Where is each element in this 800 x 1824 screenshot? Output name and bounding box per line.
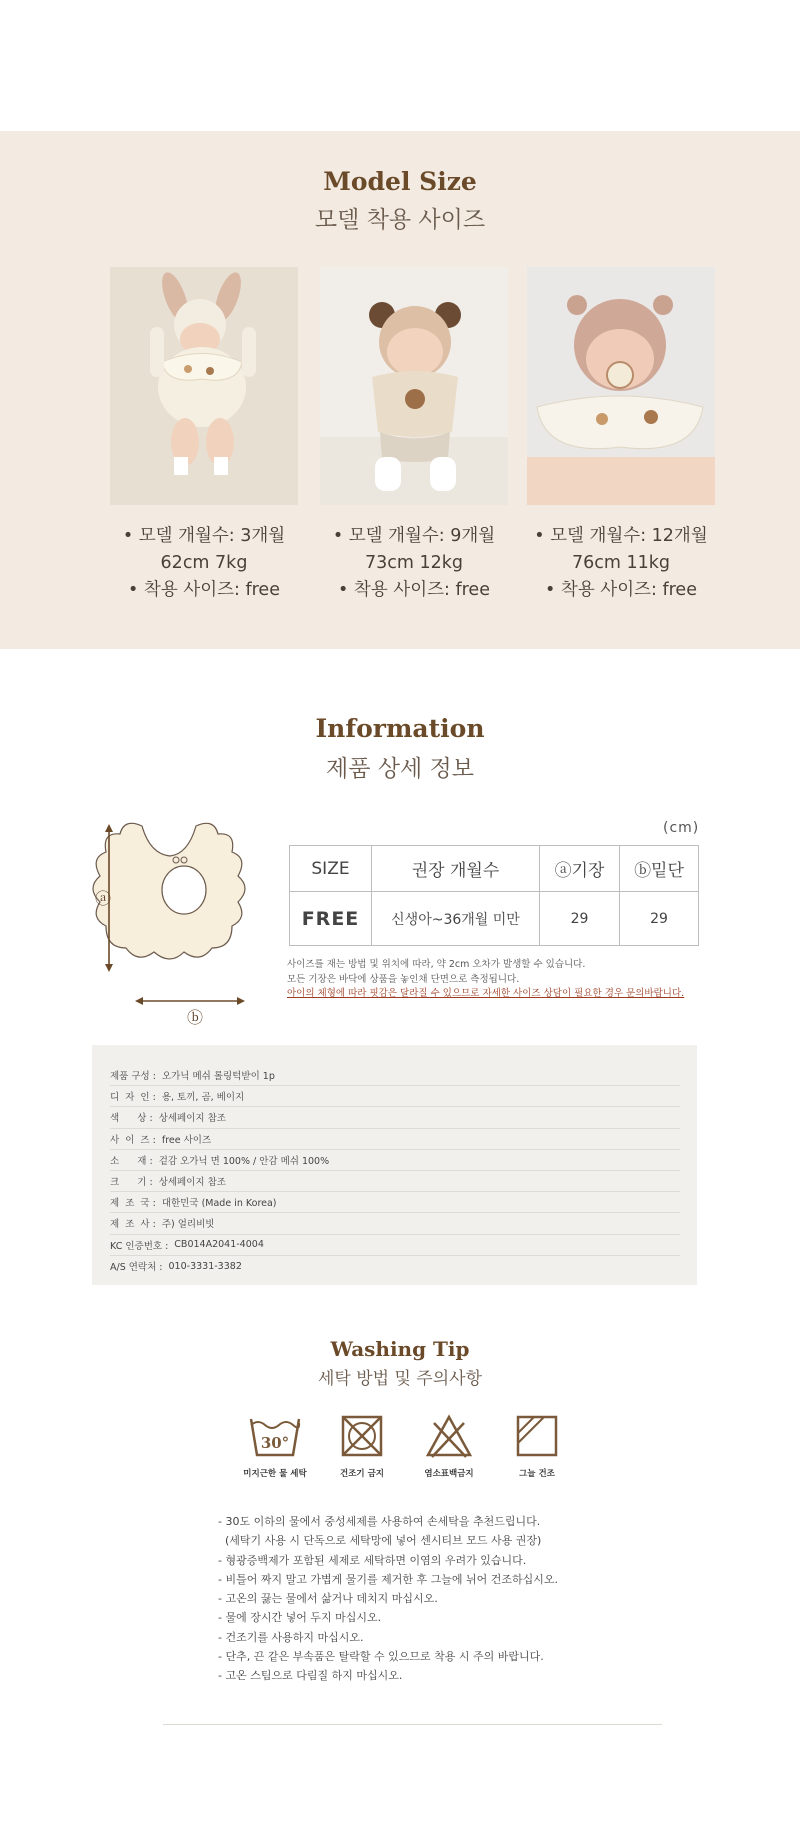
- spec-label: 제품 구성 :: [110, 1071, 156, 1083]
- spec-value: 대한민국 (Made in Korea): [161, 1198, 277, 1210]
- model-body: 76cm 11kg: [571, 553, 670, 573]
- spec-value: CB014A2041-4004: [174, 1239, 264, 1251]
- model-fit: • 착용 사이즈: free: [128, 580, 280, 600]
- spec-value: 상세페이지 참조: [158, 1177, 226, 1189]
- wash-icon-label: 미지근한 물 세탁: [243, 1469, 307, 1479]
- size-notes: [287, 958, 684, 1002]
- wash-30-icon: [240, 1413, 310, 1479]
- spec-row: [110, 1107, 680, 1128]
- cell-size: FREE: [290, 892, 372, 946]
- wash-temp-text: 30°: [260, 1434, 290, 1452]
- unit-label: (cm): [663, 820, 700, 836]
- spec-row: [110, 1213, 680, 1234]
- washing-title: Washing Tip: [330, 1337, 470, 1361]
- tip-item: - 30도 이하의 물에서 중성세제를 사용하여 손세탁을 추천드립니다.: [218, 1515, 541, 1528]
- model-size-title: Model Size: [323, 167, 477, 196]
- bottom-divider: [163, 1724, 662, 1725]
- no-bleach-icon: [414, 1413, 484, 1479]
- spec-label: 제 조 국 :: [110, 1198, 156, 1210]
- header-months: 권장 개월수: [372, 846, 540, 892]
- spec-value: 상세페이지 참조: [158, 1113, 226, 1125]
- note-line: 모든 기장은 바닥에 상품을 놓인채 단면으로 측정됩니다.: [287, 973, 520, 985]
- information-title: Information: [315, 714, 485, 743]
- spec-row: [110, 1129, 680, 1150]
- note-line: 사이즈를 재는 방법 및 위치에 따라, 약 2cm 오차가 발생할 수 있습니다.: [287, 959, 586, 970]
- spec-row: [110, 1171, 680, 1192]
- model-photo-1: [110, 267, 298, 505]
- model-size-section: [0, 131, 800, 649]
- spec-label: 소 재 :: [110, 1155, 153, 1167]
- tip-item: - 단추, 끈 같은 부속품은 탈락할 수 있으므로 착용 시 주의 바랍니다.: [218, 1650, 544, 1664]
- spec-label: 사 이 즈 :: [110, 1134, 156, 1146]
- tip-item: - 형광증백제가 포함된 세제로 세탁하면 이염의 우려가 있습니다.: [218, 1553, 527, 1567]
- spec-row: [110, 1192, 680, 1213]
- spec-row: [110, 1235, 680, 1256]
- spec-value: 주) 얼리비빗: [161, 1219, 215, 1231]
- model-photo-2: [320, 267, 508, 505]
- bib-size-diagram: [80, 818, 260, 1028]
- spec-row: [110, 1150, 680, 1171]
- product-spec-box: [92, 1045, 697, 1285]
- model-card-3: [527, 267, 715, 604]
- spec-value: 010-3331-3382: [168, 1260, 242, 1272]
- model-body: 62cm 7kg: [160, 553, 248, 573]
- note-warning: 아이의 체형에 따라 핏감은 달라질 수 있으므로 자세한 사이즈 상담이 필요한 경우 문의바랍니다.: [287, 988, 685, 999]
- diagram-label-b: ⓑ: [187, 1008, 204, 1027]
- model-size-subtitle: 모델 착용 사이즈: [314, 207, 486, 233]
- spec-row: [110, 1256, 680, 1277]
- model-age: • 모델 개월수: 9개월: [332, 526, 496, 546]
- spec-value: 오가닉 메쉬 롤링턱받이 1p: [161, 1071, 275, 1083]
- diagram-label-a: ⓐ: [95, 889, 112, 908]
- tip-item: (세탁기 사용 시 단독으로 세탁망에 넣어 센시티브 모드 사용 권장): [218, 1534, 542, 1548]
- size-table: [289, 845, 699, 946]
- model-info-3: [527, 523, 715, 604]
- tip-item: - 물에 장시간 넣어 두지 마십시오.: [218, 1611, 382, 1625]
- size-table-header: [290, 846, 699, 892]
- spec-value: 용, 토끼, 곰, 베이지: [161, 1092, 245, 1104]
- header-length: ⓐ기장: [540, 846, 620, 892]
- tip-item: - 건조기를 사용하지 마십시오.: [218, 1630, 364, 1644]
- spec-label: 크 기 :: [110, 1177, 153, 1189]
- cell-length: 29: [540, 892, 620, 946]
- washing-subtitle: 세탁 방법 및 주의사항: [317, 1369, 482, 1389]
- wash-icon-label: 염소표백금지: [424, 1469, 474, 1479]
- table-row: [290, 892, 699, 946]
- cell-hem: 29: [620, 892, 699, 946]
- washing-tips-list: [218, 1512, 558, 1686]
- model-photo-3: [527, 267, 715, 505]
- no-tumble-dry-icon: [327, 1413, 397, 1479]
- cell-months: 신생아~36개월 미만: [372, 892, 540, 946]
- model-info-1: [110, 523, 298, 604]
- model-fit: • 착용 사이즈: free: [545, 580, 697, 600]
- model-fit: • 착용 사이즈: free: [338, 580, 490, 600]
- spec-label: A/S 연락처 :: [110, 1262, 163, 1274]
- spec-value: free 사이즈: [161, 1134, 212, 1146]
- model-card-2: [320, 267, 508, 604]
- tip-item: - 비틀어 짜지 말고 가볍게 물기를 제거한 후 그늘에 뉘어 건조하십시오.: [218, 1572, 558, 1586]
- wash-icon-label: 건조기 금지: [339, 1469, 384, 1479]
- header-hem: ⓑ밑단: [620, 846, 699, 892]
- tip-item: - 고온 스팀으로 다림질 하지 마십시오.: [218, 1669, 403, 1683]
- spec-label: 제 조 사 :: [110, 1219, 156, 1231]
- wash-icon-label: 그늘 건조: [519, 1469, 555, 1479]
- spec-label: 디 자 인 :: [110, 1092, 156, 1104]
- header-size: SIZE: [290, 846, 372, 892]
- shade-dry-icon: [502, 1413, 572, 1479]
- model-age: • 모델 개월수: 12개월: [534, 526, 708, 546]
- model-body: 73cm 12kg: [364, 553, 463, 573]
- spec-row: [110, 1065, 680, 1086]
- spec-row: [110, 1086, 680, 1107]
- spec-label: KC 인증번호 :: [110, 1240, 169, 1252]
- information-subtitle: 제품 상세 정보: [326, 756, 474, 782]
- model-info-2: [320, 523, 508, 604]
- model-card-1: [110, 267, 298, 604]
- tip-item: - 고온의 끓는 물에서 삶거나 데치지 마십시오.: [218, 1592, 438, 1606]
- model-age: • 모델 개월수: 3개월: [122, 526, 286, 546]
- spec-label: 색 상 :: [110, 1113, 153, 1125]
- spec-value: 겉감 오가닉 면 100% / 안감 메쉬 100%: [158, 1155, 330, 1167]
